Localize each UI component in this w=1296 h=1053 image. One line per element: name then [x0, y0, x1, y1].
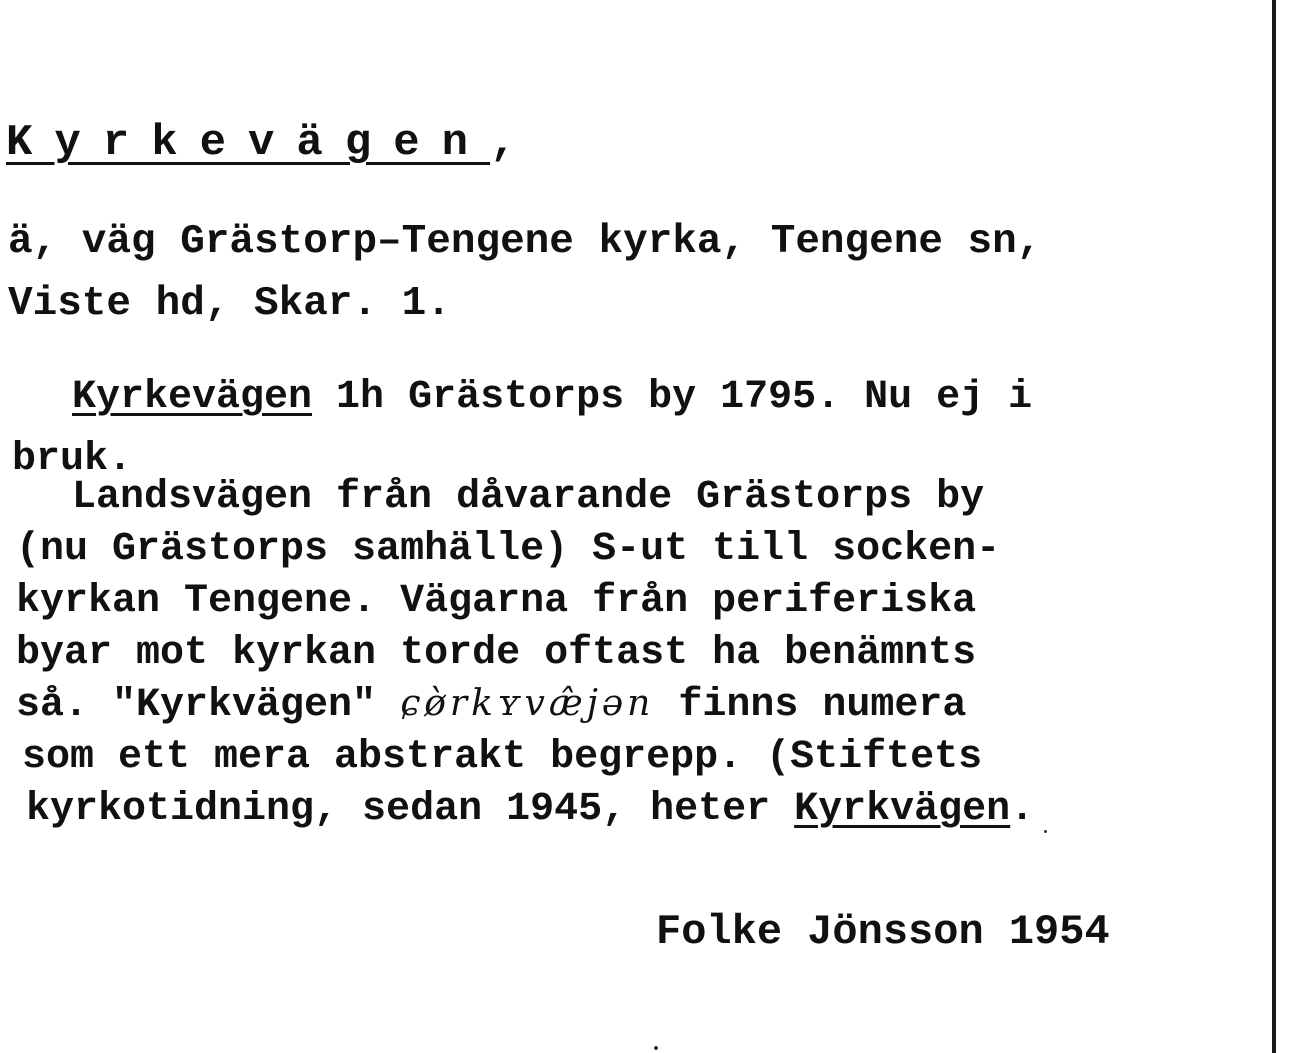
body-term-kyrkevagen: Kyrkevägen: [72, 375, 313, 420]
entry-heading: [6, 118, 516, 168]
location-line-1: ä, väg Grästorp–Tengene kyrka, Tengene sn,: [8, 219, 1042, 265]
body-line-5: [16, 683, 967, 728]
signature: Folke Jönsson 1954: [656, 908, 1110, 956]
body-line-7: [26, 787, 1035, 832]
body-line-3: kyrkan Tengene. Vägarna från periferiska: [16, 579, 977, 624]
body-line-7-a: kyrkotidning, sedan 1945, heter: [26, 787, 795, 832]
body-line-7-b: .: [1010, 787, 1035, 832]
body-line-2: (nu Grästorps samhälle) S-ut till socken-: [16, 527, 1001, 572]
paper-speck: [1044, 830, 1047, 833]
body-line-6: som ett mera abstrakt begrepp. (Stiftets: [22, 735, 983, 780]
body-term-kyrkvagen: Kyrkvägen: [794, 787, 1011, 832]
card-edge-line: [1272, 0, 1276, 1053]
paper-speck: [654, 1046, 658, 1050]
body-line-4: byar mot kyrkan torde oftast ha benämnts: [16, 631, 977, 676]
body-paragraph-1: [72, 375, 1033, 420]
body-line-5-a: så. "Kyrkvägen": [16, 683, 401, 728]
body-line-1: Landsvägen från dåvarande Grästorps by: [72, 475, 985, 520]
entry-title-comma: ,: [490, 118, 517, 168]
body-line-5-b: finns numera: [654, 683, 967, 728]
phonetic-transcription: ɕø̀rkʏvæ̂jən: [400, 683, 655, 724]
body-p1-rest: 1h Grästorps by 1795. Nu ej i: [312, 375, 1033, 420]
body-p1-continuation: bruk.: [12, 437, 133, 482]
location-line-2: Viste hd, Skar. 1.: [8, 281, 451, 327]
entry-title: Kyrkevägen: [6, 118, 491, 168]
